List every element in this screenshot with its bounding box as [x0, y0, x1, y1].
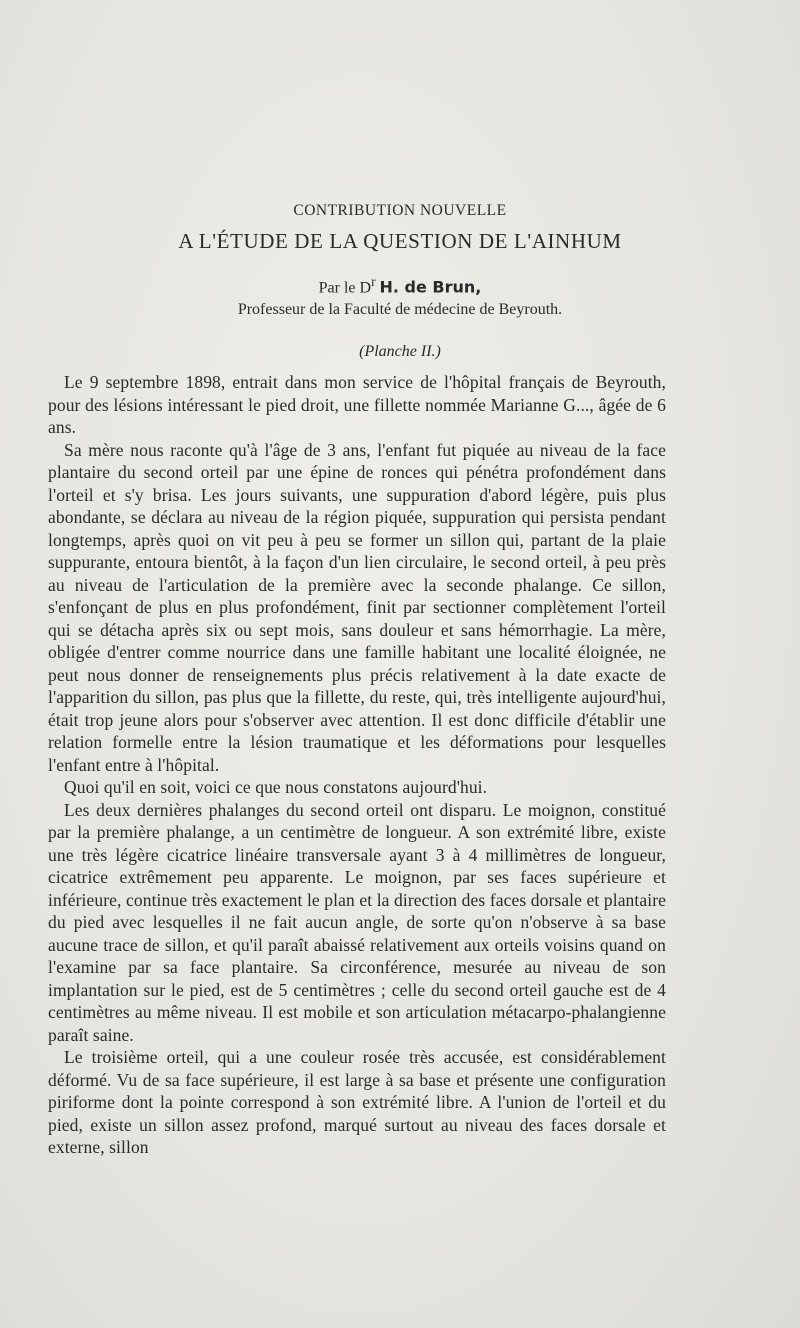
article-body — [48, 371, 666, 1159]
byline-prefix: Par le D — [318, 279, 372, 297]
paragraph: Le 9 septembre 1898, entrait dans mon service de l'hôpital français de Beyrouth, pour des lésions intéressant le pied droit, une fillette nommée Marianne G..., âgée de 6 ans. — [48, 372, 666, 437]
plate-reference: (Planche II.) — [359, 343, 441, 361]
article-title: A L'ÉTUDE DE LA QUESTION DE L'AINHUM — [178, 229, 622, 253]
author-name: H. de Brun, — [379, 277, 482, 297]
paragraph: Quoi qu'il en soit, voici ce que nous constatons aujourd'hui. — [64, 777, 488, 797]
article-header — [0, 200, 800, 361]
author-affiliation: Professeur de la Faculté de médecine de Beyrouth. — [237, 301, 563, 319]
supertitle: CONTRIBUTION NOUVELLE — [293, 202, 507, 219]
paragraph: Les deux dernières phalanges du second orteil ont disparu. Le moignon, constitué par la première phalange, a un centimètre de longueur. A son extrémité libre, existe une très légère cicatrice linéaire transversale ayant 3 à 4 millimètres de longueur, cicatrice extrêmement peu apparente. Le moignon, par ses faces supérieure et inférieure, continue très exactement le plan et la direction des faces dorsale et plantaire du pied avec lesquelles il ne fait aucun angle, de sorte qu'on n'observe à sa base aucune trace de sillon, et qu'il paraît abaissé relativement aux orteils voisins quand on l'examine par sa face plantaire. Sa circonférence, mesurée au niveau de son implantation sur le pied, est de 5 centimètres ; celle du second orteil gauche est de 4 centimètres au même niveau. Il est mobile et son articulation métacarpo-phalangienne paraît saine. — [48, 799, 666, 1045]
paragraph: Sa mère nous raconte qu'à l'âge de 3 ans, l'enfant fut piquée au niveau de la face plantaire du second orteil par une épine de ronces qui pénétra profondément dans l'orteil et s'y brisa. Les jours suivants, une suppuration d'abord légère, puis plus abondante, se déclara au niveau de la région piquée, suppuration qui persista pendant longtemps, après quoi on vit peu à peu se former un sillon qui, partant de la plaie suppurante, entoura bientôt, à la façon d'un lien circulaire, le second orteil, à peu près au niveau de l'articulation de la première avec la seconde phalange. Ce sillon, s'enfonçant de plus en plus profondément, finit par sectionner complètement l'orteil qui se détacha après six ou sept mois, sans douleur et sans hémorrhagie. La mère, obligée d'entrer comme nourrice dans une famille habitant une localité éloignée, ne peut nous donner de renseignements plus précis relativement à la date exacte de l'apparition du sillon, pas plus que la fillette, du reste, qui, très intelligente aujourd'hui, était trop jeune alors pour s'observer avec attention. Il est donc difficile d'établir une relation formelle entre la lésion traumatique et les déformations pour lesquelles l'enfant entre à l'hôpital. — [48, 439, 666, 775]
paragraph: Le troisième orteil, qui a une couleur rosée très accusée, est considérablement déformé. Vu de sa face supérieure, il est large à sa base et présente une configuration piriforme dont la pointe correspond à son extrémité libre. A l'union de l'orteil et du pied, existe un sillon assez profond, marqué surtout au niveau des faces dorsale et externe, sillon — [48, 1047, 666, 1157]
byline — [0, 272, 800, 298]
byline-superscript: r — [371, 274, 376, 289]
